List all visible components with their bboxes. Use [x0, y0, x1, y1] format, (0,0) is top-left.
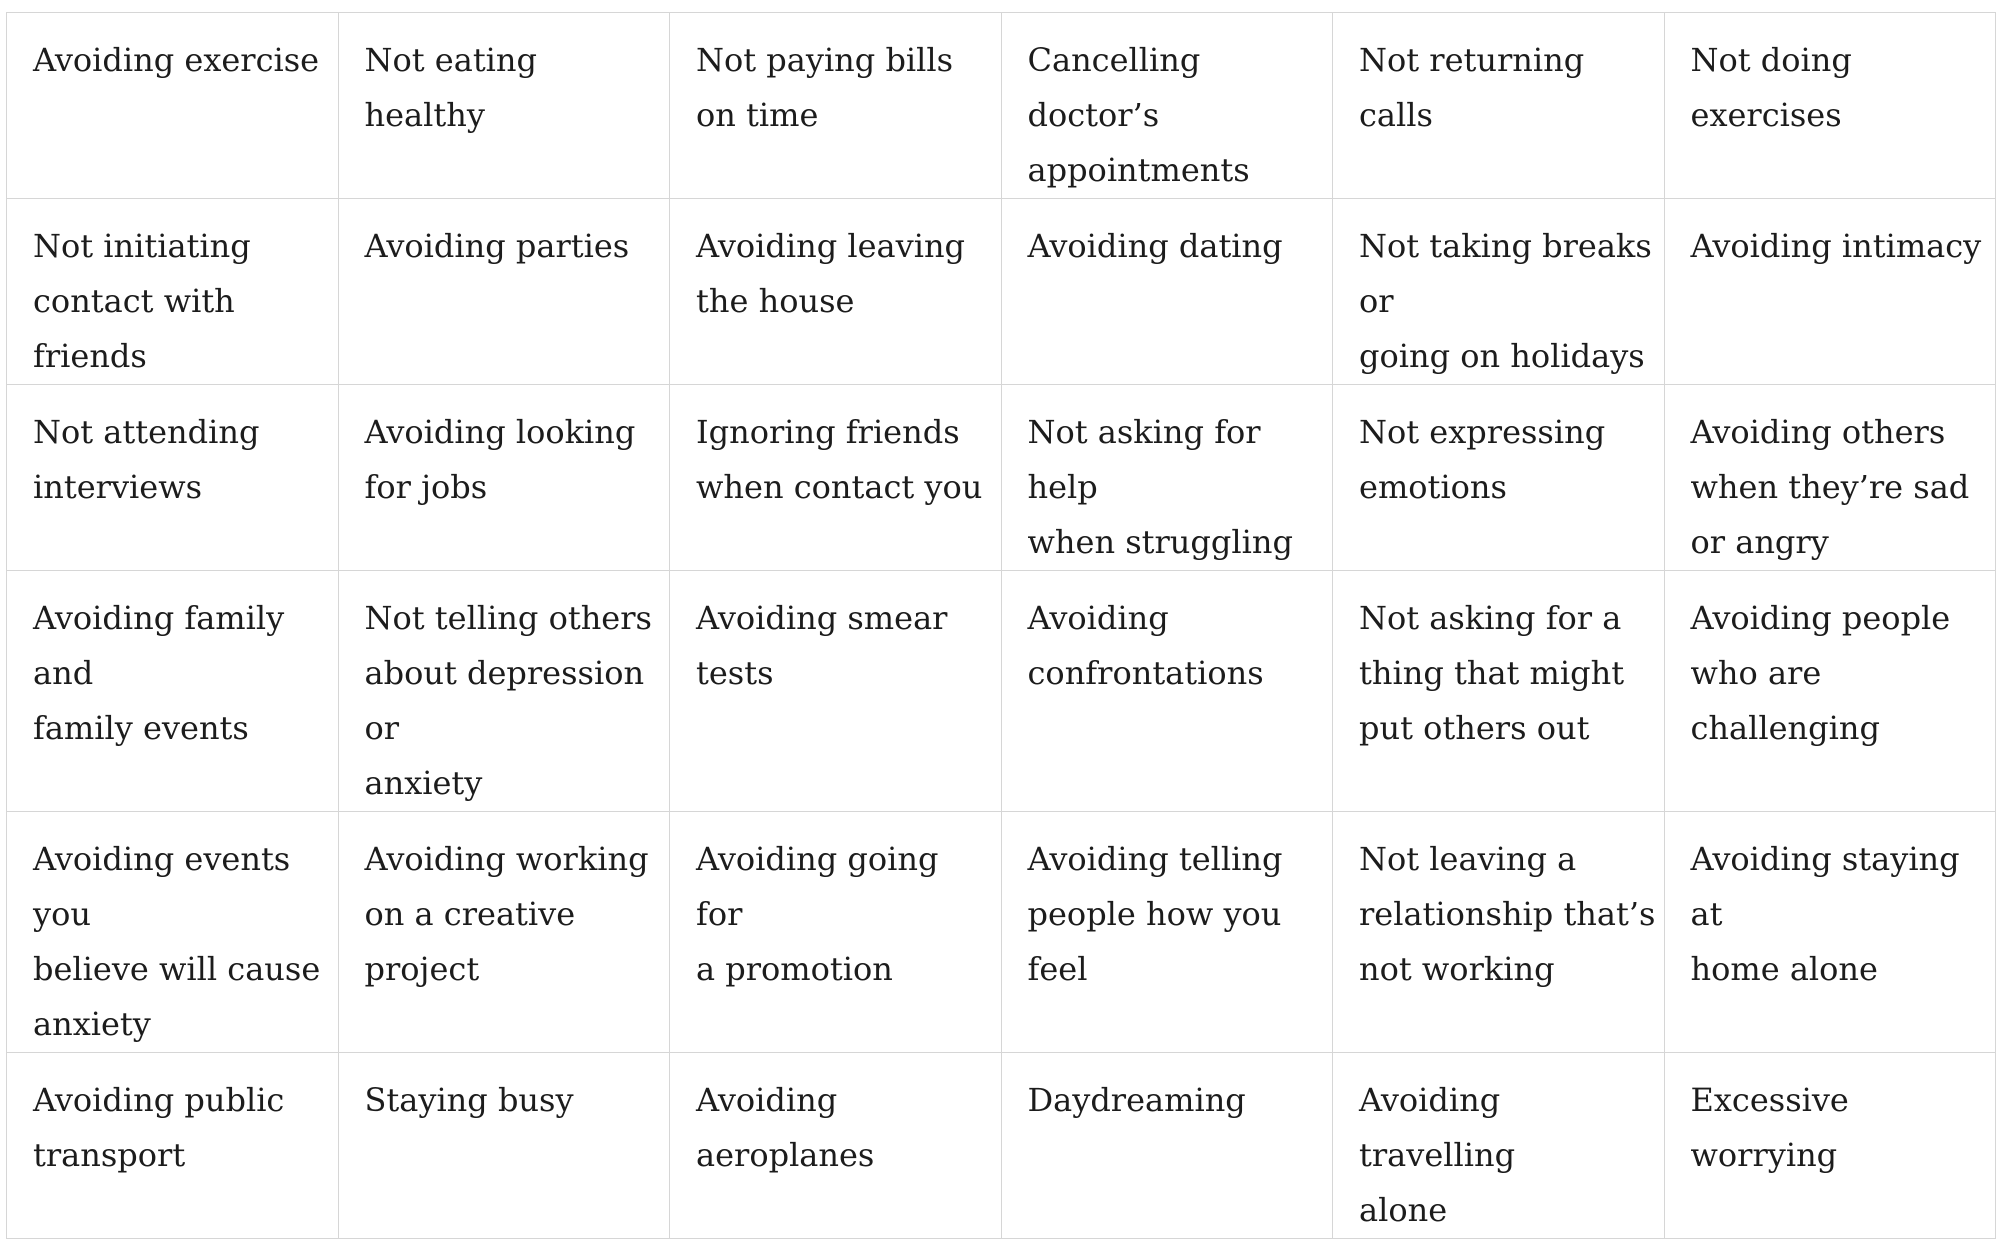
table-cell: Avoiding events you believe will cause anxiety — [7, 812, 339, 1053]
table-cell: Avoiding travelling alone — [1333, 1053, 1665, 1239]
table-cell: Avoiding working on a creative project — [338, 812, 670, 1053]
table-row — [7, 571, 1996, 812]
table-cell: Avoiding public transport — [7, 1053, 339, 1239]
table-cell: Not expressing emotions — [1333, 385, 1665, 571]
table-cell: Not paying bills on time — [670, 13, 1002, 199]
table-cell: Cancelling doctor’s appointments — [1001, 13, 1333, 199]
table-cell: Avoiding going for a promotion — [670, 812, 1002, 1053]
table-cell: Avoiding staying at home alone — [1664, 812, 1996, 1053]
table-cell: Not initiating contact with friends — [7, 199, 339, 385]
table-row — [7, 13, 1996, 199]
table-cell: Ignoring friends when contact you — [670, 385, 1002, 571]
table-row — [7, 385, 1996, 571]
table-cell: Avoiding confrontations — [1001, 571, 1333, 812]
table-cell: Avoiding aeroplanes — [670, 1053, 1002, 1239]
table-row — [7, 1053, 1996, 1239]
table-cell: Avoiding telling people how you feel — [1001, 812, 1333, 1053]
table-cell: Avoiding smear tests — [670, 571, 1002, 812]
table-cell: Not asking for help when struggling — [1001, 385, 1333, 571]
table-cell: Avoiding family and family events — [7, 571, 339, 812]
table-cell: Avoiding exercise — [7, 13, 339, 199]
table-cell: Avoiding dating — [1001, 199, 1333, 385]
avoidance-behaviours-table — [6, 12, 1996, 1239]
table-cell: Avoiding leaving the house — [670, 199, 1002, 385]
table-cell: Avoiding people who are challenging — [1664, 571, 1996, 812]
table-cell: Avoiding others when they’re sad or angry — [1664, 385, 1996, 571]
table-cell: Avoiding looking for jobs — [338, 385, 670, 571]
table-cell: Avoiding intimacy — [1664, 199, 1996, 385]
table-cell: Not returning calls — [1333, 13, 1665, 199]
table-cell: Not taking breaks or going on holidays — [1333, 199, 1665, 385]
table-cell: Not asking for a thing that might put others out — [1333, 571, 1665, 812]
table-cell: Daydreaming — [1001, 1053, 1333, 1239]
table-cell: Not attending interviews — [7, 385, 339, 571]
table-cell: Not eating healthy — [338, 13, 670, 199]
table-row — [7, 812, 1996, 1053]
table-row — [7, 199, 1996, 385]
table-cell: Excessive worrying — [1664, 1053, 1996, 1239]
table-cell: Not leaving a relationship that’s not working — [1333, 812, 1665, 1053]
table-cell: Not telling others about depression or anxiety — [338, 571, 670, 812]
table-cell: Avoiding parties — [338, 199, 670, 385]
table-cell: Staying busy — [338, 1053, 670, 1239]
table-cell: Not doing exercises — [1664, 13, 1996, 199]
